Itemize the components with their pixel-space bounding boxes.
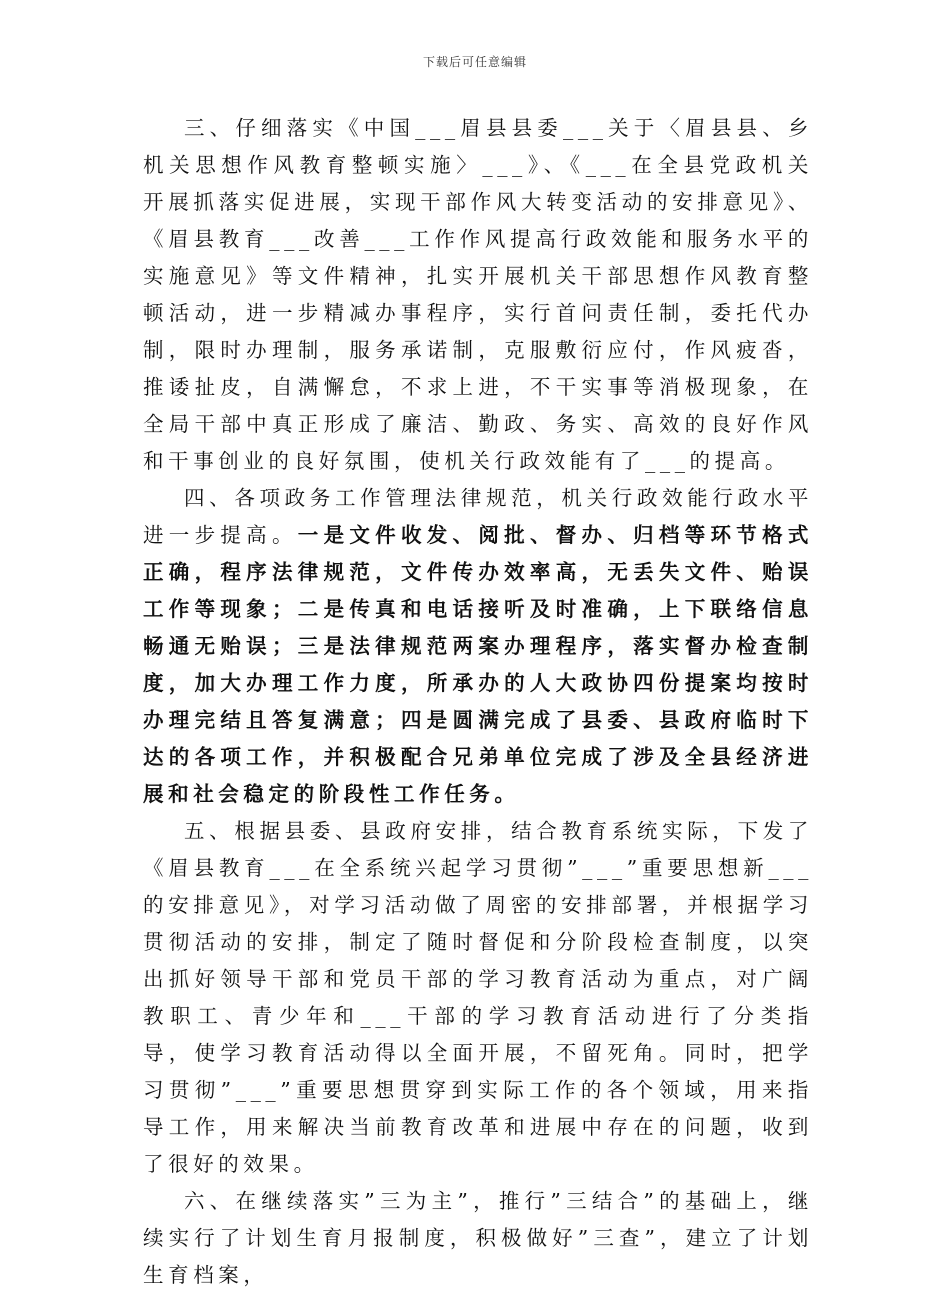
- document-body: [143, 110, 813, 1294]
- paragraph-4-lead: 四、各项政务工作管理法律规范，机关行政效能行政水平进一步提高。: [143, 486, 813, 547]
- paragraph-4: [143, 480, 813, 813]
- paragraph-4-bold-detail: 一是文件收发、阅批、督办、归档等环节格式正确，程序法律规范，文件传办效率高，无丢失文件、贻误工作等现象；二是传真和电话接听及时准确，上下联络信息畅通无贻误；三是法律规范两案办理程序，落实督办检查制度，加大办理工作力度，所承办的人大政协四份提案均按时办理完结且答复满意；四是圆满完成了县委、县政府临时下达的各项工作，并积极配合兄弟单位完成了涉及全县经济进展和社会稳定的阶段性工作任务。: [143, 523, 813, 806]
- paragraph-3: 三、仔细落实《中国___眉县县委___关于〈眉县县、乡机关思想作风教育整顿实施〉___》、《___在全县党政机关开展抓落实促进展，实现干部作风大转变活动的安排意见》、《眉县教育___改善___工作作风提高行政效能和服务水平的实施意见》等文件精神，扎实开展机关干部思想作风教育整顿活动，进一步精减办事程序，实行首问责任制，委托代办制，限时办理制，服务承诺制，克服敷衍应付，作风疲沓，推诿扯皮，自满懈怠，不求上进，不干实事等消极现象，在全局干部中真正形成了廉洁、勤政、务实、高效的良好作风和干事创业的良好氛围，使机关行政效能有了___的提高。: [143, 116, 813, 473]
- paragraph-6: 六、在继续落实”三为主”，推行”三结合”的基础上，继续实行了计划生育月报制度，积极做好”三查”，建立了计划生育档案，: [143, 1189, 813, 1287]
- page-header: 下载后可任意编辑: [422, 55, 527, 69]
- paragraph-5: 五、根据县委、县政府安排，结合教育系统实际，下发了《眉县教育___在全系统兴起学习贯彻”___”重要思想新___的安排意见》，对学习活动做了周密的安排部署，并根据学习贯彻活动的安排，制定了随时督促和分阶段检查制度，以突出抓好领导干部和党员干部的学习教育活动为重点，对广阔教职工、青少年和___干部的学习教育活动进行了分类指导，使学习教育活动得以全面开展，不留死角。同时，把学习贯彻”___”重要思想贯穿到实际工作的各个领域，用来指导工作，用来解决当前教育改革和进展中存在的问题，收到了很好的效果。: [143, 819, 813, 1176]
